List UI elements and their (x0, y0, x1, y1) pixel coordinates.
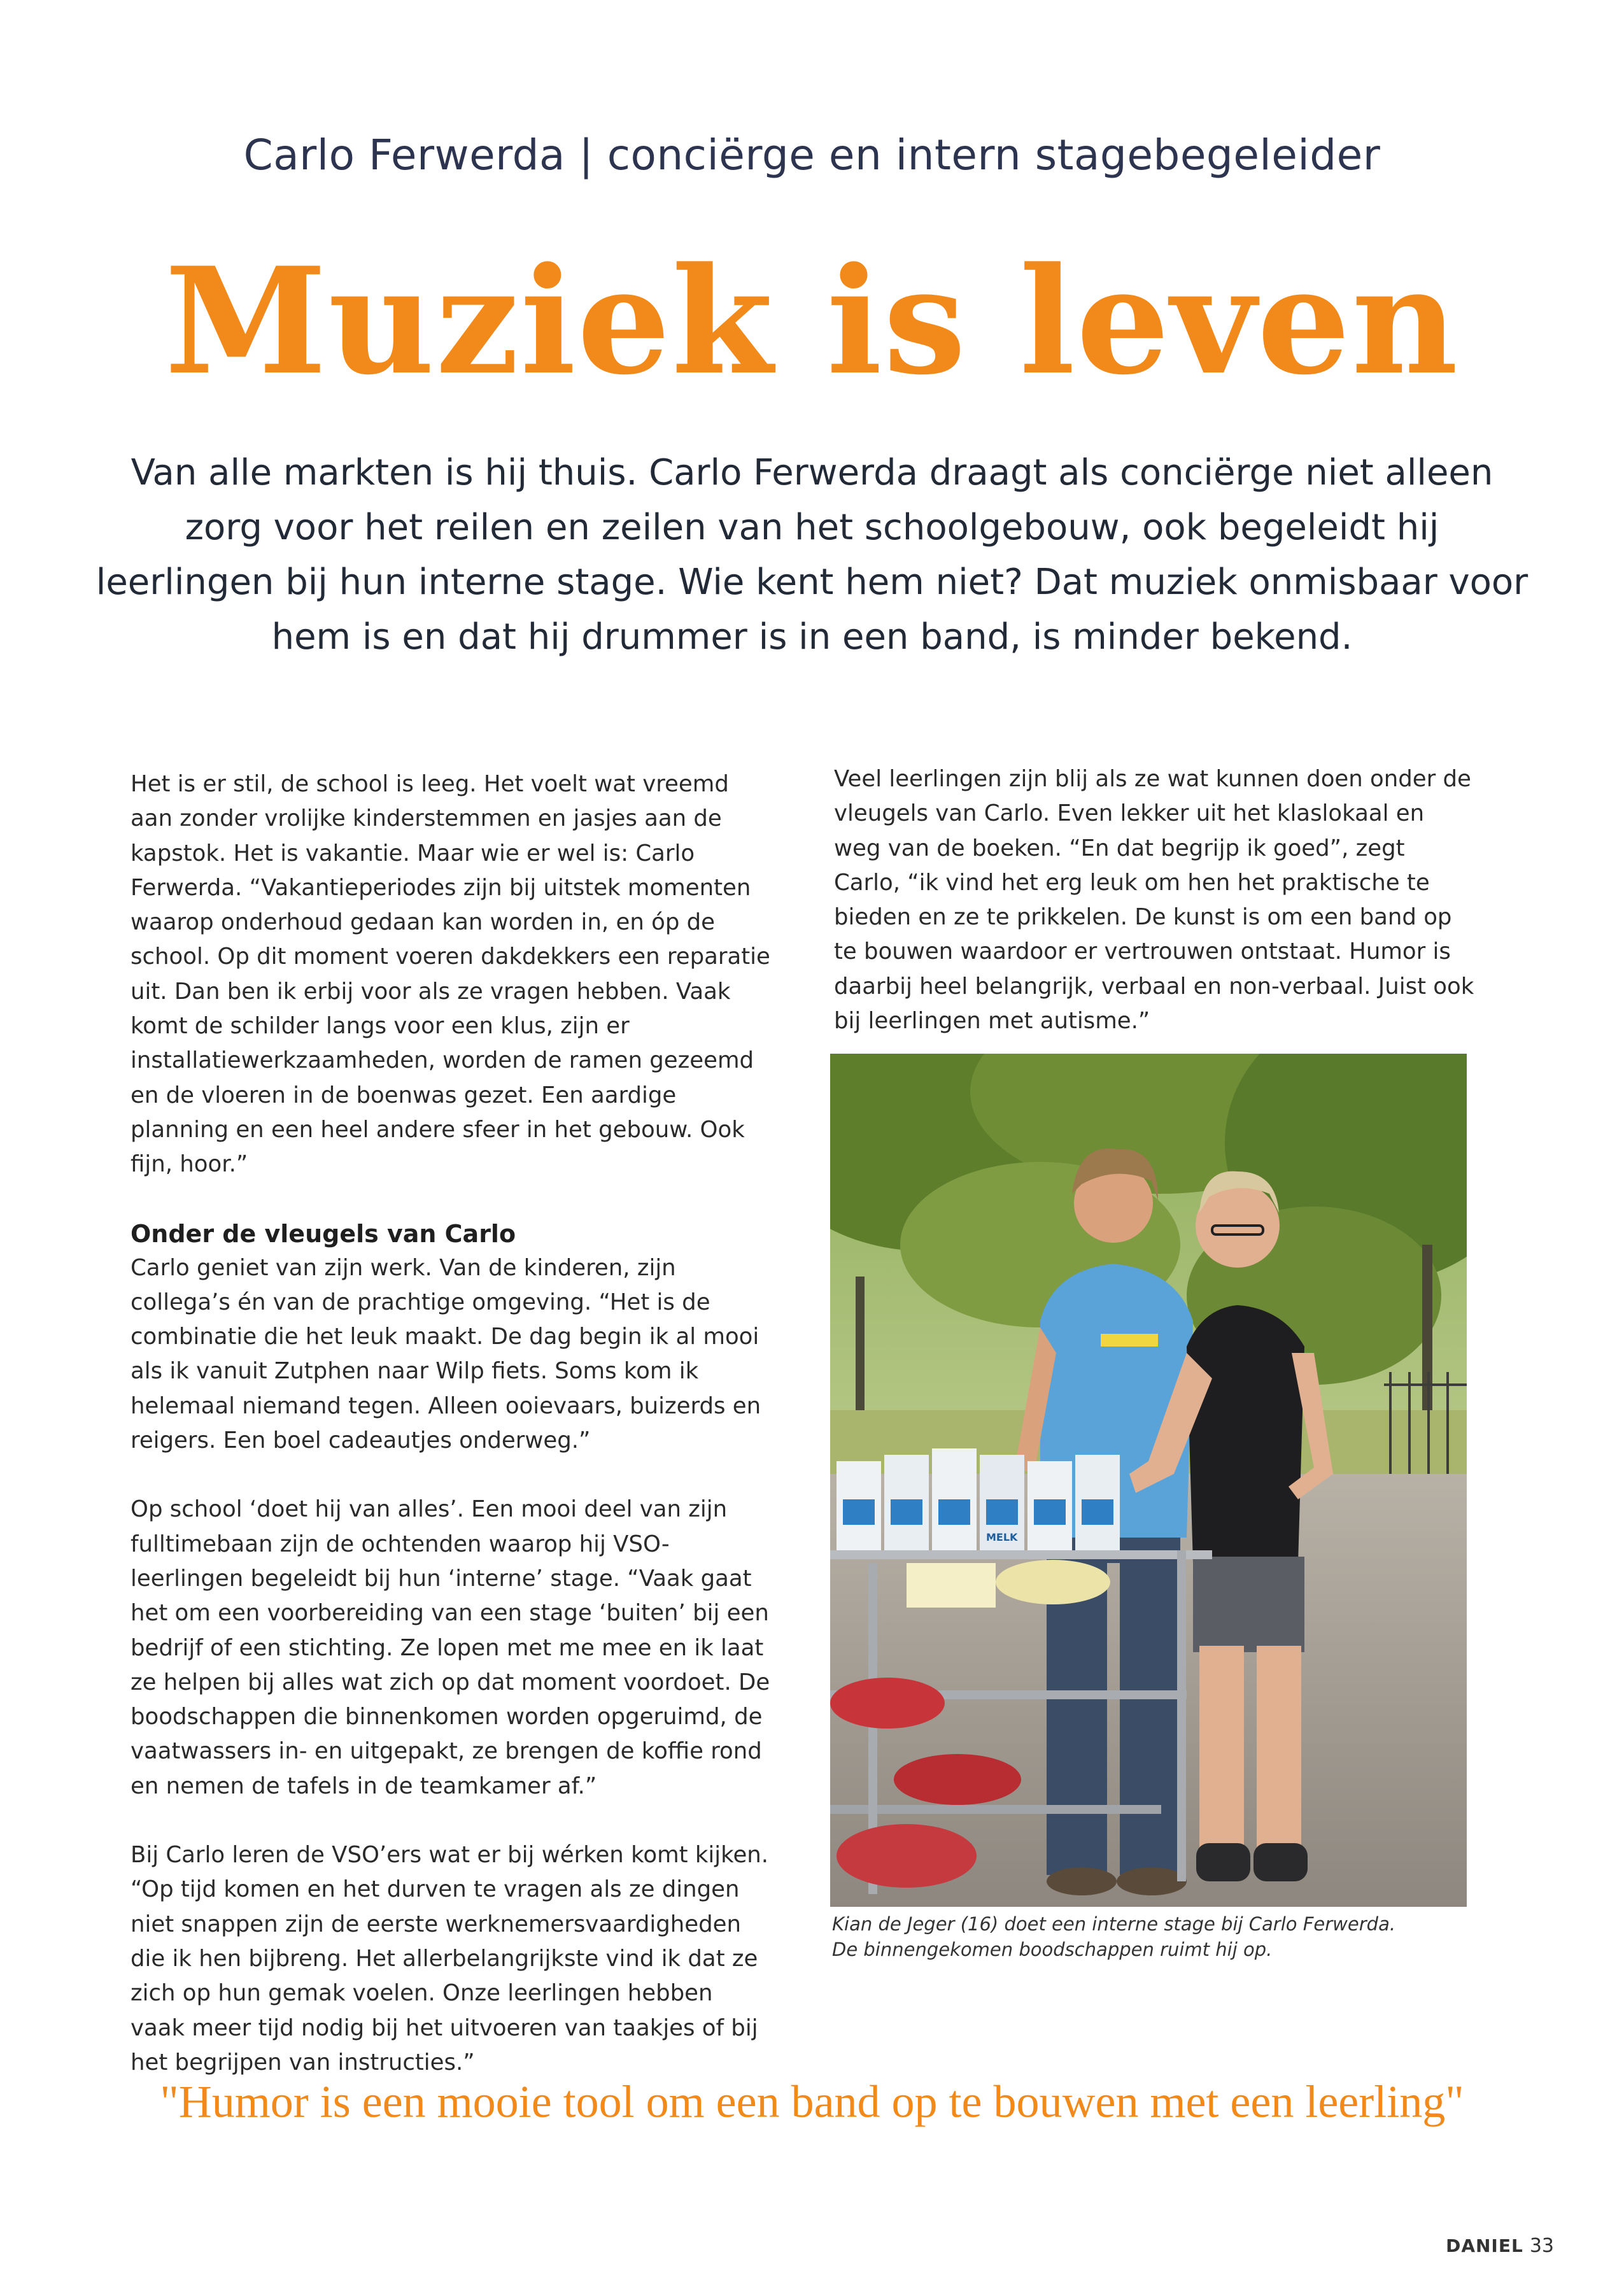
magazine-brand: DANIEL (1446, 2235, 1523, 2256)
article-intro: Van alle markten is hij thuis. Carlo Ferwerda draagt als conciërge niet alleen zorg voor het reilen en zeilen van het schoolgebouw, ook begeleidt hij leerlingen bij hun interne stage. Wie kent hem niet? Dat muziek onmisbaar voor hem is en dat hij drummer is in een band, is minder bekend. (95, 452, 1529, 658)
paragraph: Veel leerlingen zijn blij als ze wat kunnen doen onder de vleugels van Carlo. Even lekker uit het klaslokaal en weg van de boeken. “En dat begrijp ik goed”, zegt Carlo, “ik vind het erg leuk om hen het praktische te bieden en ze te prikkelen. De kunst is om een band op te bouwen waardoor er vertrouwen ontstaat. Humor is daarbij heel belangrijk, verbaal en non-verbaal. Juist ook bij leerlingen met autisme.” (834, 766, 1474, 1035)
page-footer (1446, 2235, 1554, 2257)
section-heading: Onder de vleugels van Carlo (131, 1219, 516, 1248)
caption-line: Kian de Jeger (16) doet een interne stage bij Carlo Ferwerda. (832, 1913, 1396, 1935)
pull-quote: "Humor is een mooie tool om een band op te bouwen met een leerling" (160, 2076, 1464, 2127)
milk-label: MELK (986, 1531, 1018, 1543)
paragraph: Het is er stil, de school is leeg. Het voelt wat vreemd aan zonder vrolijke kinderstemmen en jasjes aan de kapstok. Het is vakantie. Maar wie er wel is: Carlo Ferwerda. “Vakantieperiodes zijn bij uitstek momenten waarop onderhoud gedaan kan worden in, en óp de school. Op dit moment voeren dakdekkers een reparatie uit. Dan ben ik erbij voor als ze vragen hebben. Vaak komt de schilder langs voor een klus, zijn er installatiewerkzaamheden, worden de ramen gezeemd en de vloeren in de boenwas gezet. Een aardige planning en een heel andere sfeer in het gebouw. Ook fijn, hoor.” (131, 771, 770, 1178)
page-number: 33 (1529, 2235, 1554, 2257)
paragraph: Carlo geniet van zijn werk. Van de kinderen, zijn collega’s én van de prachtige omgeving. “Het is de combinatie die het leuk maakt. De dag begin ik al mooi als ik vanuit Zutphen naar Wilp fiets. Soms kom ik helemaal niemand tegen. Alleen ooievaars, buizerds en reigers. Een boel cadeautjes onderweg.” (131, 1254, 761, 1454)
right-column (834, 762, 1477, 1038)
caption-line: De binnengekomen boodschappen ruimt hij op. (832, 1939, 1273, 1960)
article-title: Muziek is leven (164, 236, 1460, 407)
left-column (131, 767, 773, 2080)
paragraph: Op school ‘doet hij van alles’. Een mooi deel van zijn fulltimebaan zijn de ochtenden waarop hij VSO-leerlingen begeleidt bij hun ‘interne’ stage. “Vaak gaat het om een voorbereiding van een stage ‘buiten’ bij een bedrijf of een stichting. Ze lopen met me mee en ik laat ze helpen bij alles wat zich op dat moment voordoet. De boodschappen die binnenkomen worden opgeruimd, de vaatwassers in- en uitgepakt, ze brengen de koffie rond en nemen de tafels in de teamkamer af.” (131, 1496, 770, 1799)
paragraph: Bij Carlo leren de VSO’ers wat er bij wérken komt kijken. “Op tijd komen en het durven te vragen als ze dingen niet snappen zijn de eerste werknemersvaardigheden die ik hen bijbreng. Het allerbelangrijkste vind ik dat ze zich op hun gemak voelen. Onze leerlingen hebben vaak meer tijd nodig bij het uitvoeren van taakjes of bij het begrijpen van instructies.” (131, 1842, 769, 2076)
article-subtitle: Carlo Ferwerda | conciërge en intern stagebegeleider (243, 131, 1381, 180)
photo-caption (832, 1911, 1469, 1962)
article-photo (830, 1054, 1467, 1907)
